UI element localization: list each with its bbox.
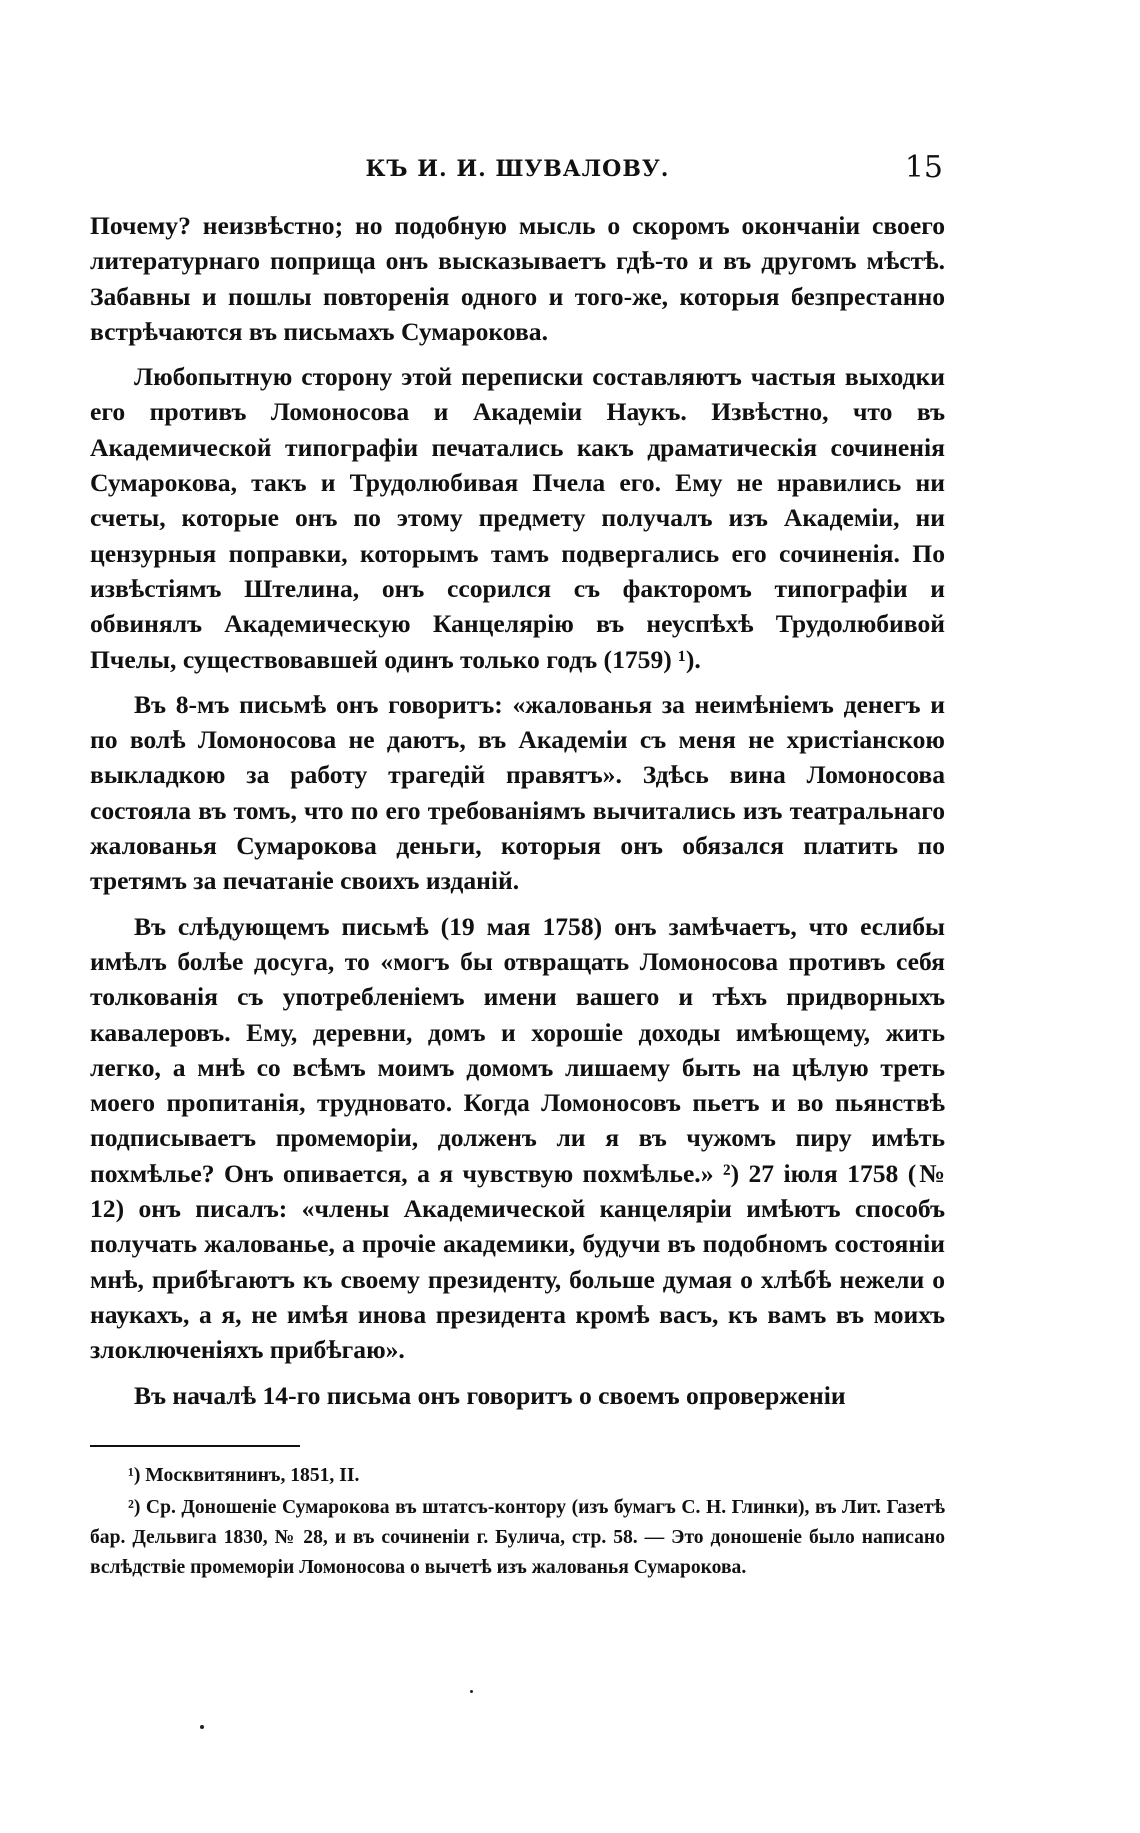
paragraph-3: Въ 8-мъ письмѣ онъ говоритъ: «жалованья за неимѣніемъ денегъ и по волѣ Ломоносова не даютъ, въ Академіи съ меня не христіанскою выкладкою за работу трагедій правятъ». Здѣсь вина Ломоносова состояла въ томъ, что по его требованіямъ вычитались изъ театральнаго жалованья Сумарокова деньги, которыя онъ обязался платить по третямъ за печатаніе своихъ изданій. bbox=[90, 689, 945, 896]
page-header bbox=[90, 150, 945, 190]
footnotes bbox=[90, 1461, 945, 1583]
running-head: КЪ И. И. ШУВАЛОВУ. bbox=[365, 156, 670, 182]
paragraph-1: Почему? неизвѣстно; но подобную мысль о скоромъ окончаніи своего литературнаго поприща онъ высказываетъ гдѣ-то и въ другомъ мѣстѣ. Забавны и пошлы повторенія одного и того-же, которыя безпрестанно встрѣчаются въ письмахъ Сумарокова. bbox=[90, 211, 945, 346]
paragraph-2: Любопытную сторону этой переписки составляютъ частыя выходки его противъ Ломоносова и Академіи Наукъ. Извѣстно, что въ Академической типографіи печатались какъ драматическія сочиненія Сумарокова, такъ и Трудолюбивая Пчела его. Ему не нравились ни счеты, которые онъ по этому предмету получалъ изъ Академіи, ни цензурныя поправки, которымъ тамъ подвергались его сочиненія. По извѣстіямъ Штелина, онъ ссорился съ факторомъ типографіи и обвинялъ Академическую Канцелярію въ неуспѣхѣ Трудолюбивой Пчелы, существовавшей одинъ только годъ (1759) ¹). bbox=[90, 362, 945, 674]
page-number: 15 bbox=[904, 150, 943, 185]
body-text bbox=[90, 208, 945, 1413]
scan-speck bbox=[470, 1690, 473, 1693]
footnote-2: ²) Ср. Доношеніе Сумарокова въ штатсъ-контору (изъ бумагъ С. Н. Глинки), въ Лит. Газетѣ бар. Дельвига 1830, № 28, и въ сочиненіи г. Булича, стр. 58. — Это доношеніе было написано вслѣдствіе промеморіи Ломоносова о вычетѣ изъ жалованья Сумарокова. bbox=[90, 1496, 945, 1578]
paragraph-4: Въ слѣдующемъ письмѣ (19 мая 1758) онъ замѣчаетъ, что еслибы имѣлъ болѣе досуга, то «могъ бы отвращать Ломоносова противъ себя толкованія съ употребленіемъ имени вашего и тѣхъ придворныхъ кавалеровъ. Ему, деревни, домъ и хорошіе доходы имѣющему, жить легко, а мнѣ со всѣмъ моимъ домомъ лишаему быть на цѣлую треть моего пропитанія, трудновато. Когда Ломоносовъ пьетъ и во пьянствѣ подписываетъ промеморіи, долженъ ли я въ чужомъ пиру имѣть похмѣлье? Онъ опивается, а я чувствую похмѣлье.» ²) 27 іюля 1758 (№ 12) онъ писалъ: «члены Академической канцеляріи имѣютъ способъ получать жалованье, а прочіе академики, будучи въ подобномъ состояніи мнѣ, прибѣгаютъ къ своему президенту, больше думая о хлѣбѣ нежели о наукахъ, а я, не имѣя инова президента кромѣ васъ, къ вамъ въ моихъ злоключеніяхъ прибѣгаю». bbox=[90, 911, 945, 1365]
paragraph-5: Въ началѣ 14-го письма онъ говоритъ о своемъ опроверженіи bbox=[134, 1380, 846, 1410]
footnote-1: ¹) Москвитянинъ, 1851, II. bbox=[128, 1464, 360, 1486]
book-page bbox=[90, 150, 945, 1585]
scan-speck bbox=[200, 1725, 204, 1729]
footnote-divider bbox=[90, 1445, 300, 1447]
